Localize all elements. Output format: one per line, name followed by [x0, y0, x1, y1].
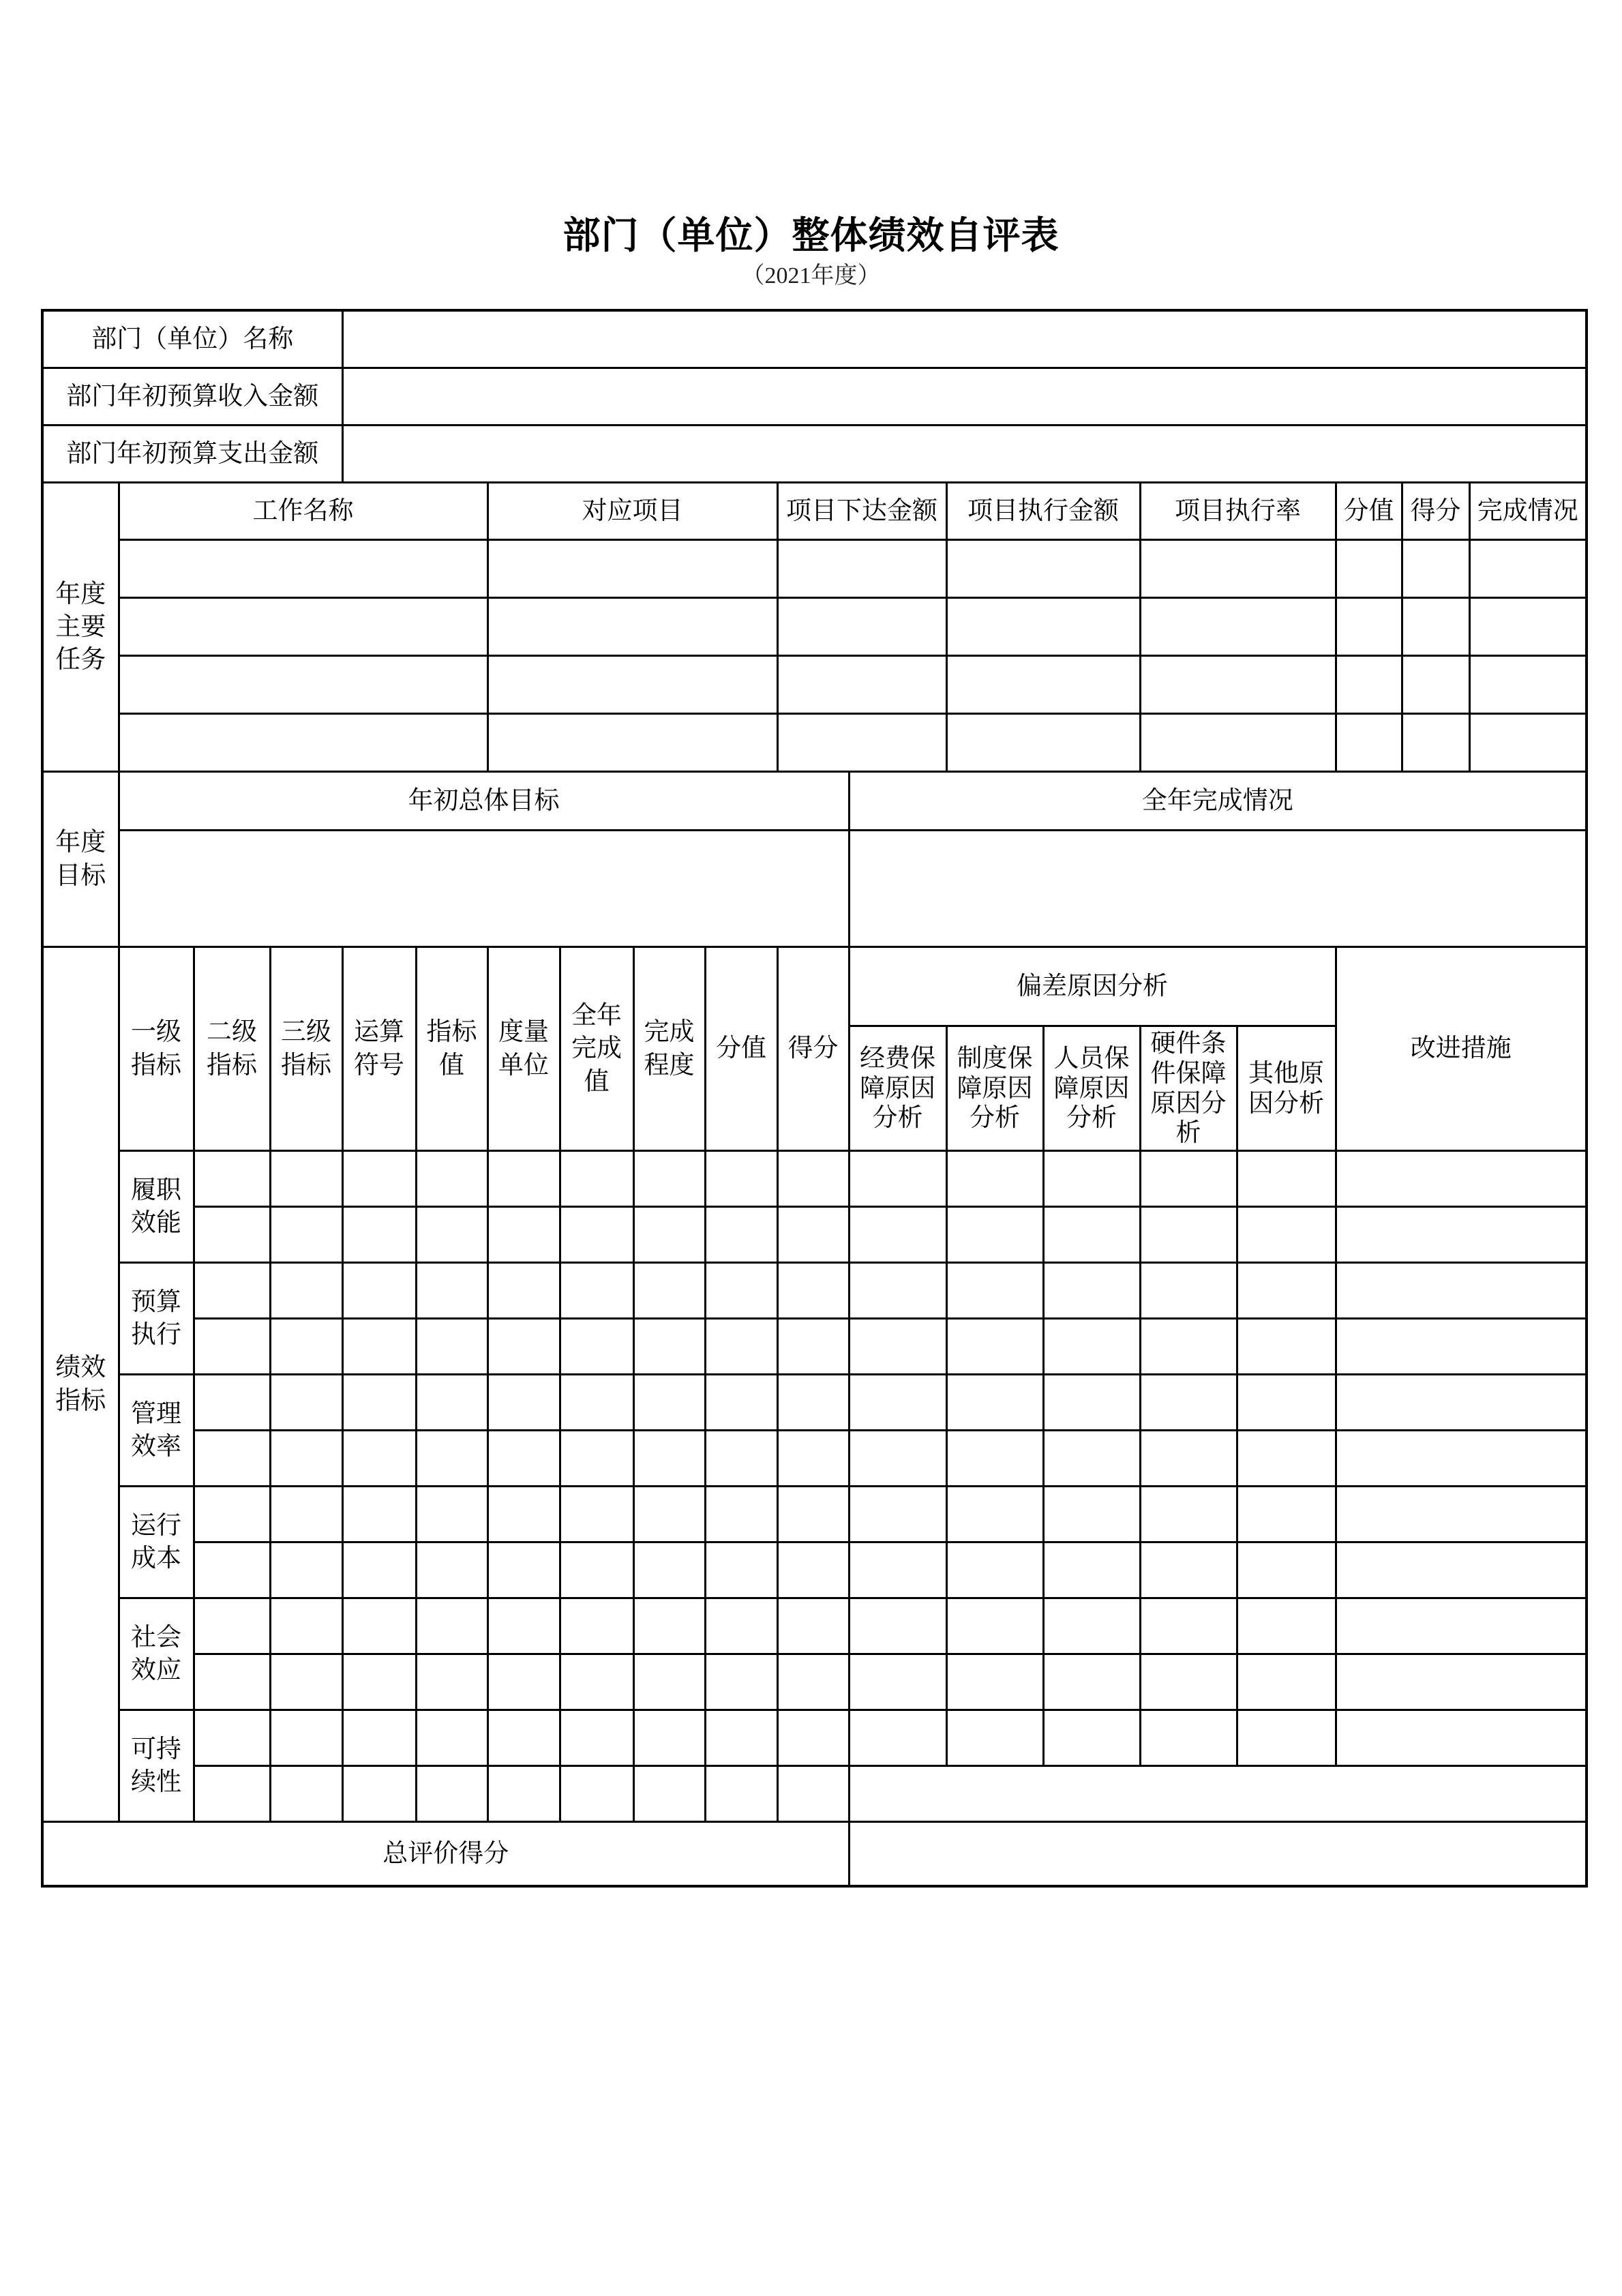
blank-cell: [1043, 1542, 1140, 1598]
blank-cell: [849, 1598, 946, 1654]
blank-cell: [342, 1430, 416, 1486]
tasks-header-row: [42, 482, 1587, 539]
blank-cell: [1402, 597, 1469, 655]
blank-cell: [560, 1598, 633, 1654]
blank-cell: [946, 713, 1140, 771]
blank-cell: [705, 1654, 777, 1710]
blank-cell: [633, 1262, 705, 1318]
blank-cell: [270, 1486, 342, 1542]
col-header-score-value: 分值: [705, 946, 777, 1150]
blank-cell: [946, 655, 1140, 713]
blank-cell: [1140, 1150, 1237, 1206]
blank-cell: [1140, 1710, 1237, 1765]
blank-cell: [849, 1486, 946, 1542]
blank-cell: [270, 1654, 342, 1710]
blank-cell: [777, 1710, 849, 1765]
indicator-row: [42, 1598, 1587, 1654]
col-header-execution-rate: 项目执行率: [1140, 482, 1336, 539]
blank-cell: [633, 1318, 705, 1374]
blank-cell: [946, 597, 1140, 655]
blank-cell: [119, 713, 487, 771]
blank-cell: [487, 1206, 560, 1262]
blank-cell: [342, 1710, 416, 1765]
col-header-annual-completion: 全年完成情况: [849, 771, 1587, 830]
blank-cell: [849, 1150, 946, 1206]
blank-cell: [1237, 1430, 1336, 1486]
blank-cell: [194, 1710, 270, 1765]
budget-income-label: 部门年初预算收入金额: [42, 368, 342, 425]
blank-cell: [270, 1542, 342, 1598]
blank-cell: [487, 1765, 560, 1821]
blank-cell: [849, 1542, 946, 1598]
blank-cell: [946, 1150, 1043, 1206]
task-row: [42, 655, 1587, 713]
blank-cell: [1237, 1542, 1336, 1598]
budget-expense-row: [42, 425, 1587, 482]
col-header-initial-goal: 年初总体目标: [119, 771, 849, 830]
blank-cell: [487, 1598, 560, 1654]
blank-cell: [416, 1318, 487, 1374]
blank-cell: [342, 1318, 416, 1374]
blank-cell: [777, 539, 946, 597]
blank-cell: [560, 1486, 633, 1542]
task-row: [42, 539, 1587, 597]
improvement-cell: [1336, 1206, 1587, 1262]
blank-cell: [1140, 1318, 1237, 1374]
blank-cell: [487, 713, 777, 771]
col-header-operator: 运算符号: [342, 946, 416, 1150]
blank-cell: [777, 1598, 849, 1654]
goals-body-row: [42, 830, 1587, 946]
blank-cell: [119, 539, 487, 597]
goals-header-row: [42, 771, 1587, 830]
blank-cell: [705, 1598, 777, 1654]
self-evaluation-table: [41, 309, 1588, 1888]
blank-cell: [849, 1262, 946, 1318]
blank-cell: [560, 1262, 633, 1318]
indicator-row: [42, 1486, 1587, 1542]
col-header-other-reason: 其他原因分析: [1237, 1026, 1336, 1150]
blank-cell: [1469, 655, 1587, 713]
blank-cell: [1336, 597, 1402, 655]
blank-cell: [487, 1150, 560, 1206]
blank-cell: [777, 1430, 849, 1486]
improvement-cell: [1336, 1150, 1587, 1206]
blank-cell: [1336, 539, 1402, 597]
blank-cell: [1140, 1486, 1237, 1542]
blank-cell: [1237, 1598, 1336, 1654]
blank-cell: [1140, 1430, 1237, 1486]
blank-cell: [1043, 1486, 1140, 1542]
merged-blank-cell: [849, 1765, 1587, 1821]
blank-cell: [1043, 1262, 1140, 1318]
blank-cell: [705, 1206, 777, 1262]
blank-cell: [1140, 597, 1336, 655]
col-header-unit: 度量单位: [487, 946, 560, 1150]
primary-indicator-label: 管理效率: [119, 1374, 194, 1486]
indicator-row: [42, 1765, 1587, 1821]
improvement-cell: [1336, 1374, 1587, 1430]
indicators-header-row: [42, 946, 1587, 1026]
blank-cell: [270, 1765, 342, 1821]
budget-expense-value: [342, 425, 1587, 482]
blank-cell: [487, 597, 777, 655]
blank-cell: [1043, 1206, 1140, 1262]
blank-cell: [1043, 1150, 1140, 1206]
blank-cell: [1402, 713, 1469, 771]
blank-cell: [194, 1765, 270, 1821]
blank-cell: [1469, 539, 1587, 597]
task-row: [42, 597, 1587, 655]
col-header-system-reason: 制度保障原因分析: [946, 1026, 1043, 1150]
blank-cell: [270, 1150, 342, 1206]
blank-cell: [416, 1486, 487, 1542]
blank-cell: [633, 1710, 705, 1765]
blank-cell: [777, 1765, 849, 1821]
blank-cell: [487, 1654, 560, 1710]
blank-cell: [560, 1654, 633, 1710]
blank-cell: [777, 1374, 849, 1430]
col-header-work-name: 工作名称: [119, 482, 487, 539]
improvement-cell: [1336, 1654, 1587, 1710]
blank-cell: [705, 1262, 777, 1318]
blank-cell: [342, 1598, 416, 1654]
blank-cell: [849, 1710, 946, 1765]
col-header-annual-actual: 全年完成值: [560, 946, 633, 1150]
blank-cell: [270, 1318, 342, 1374]
blank-cell: [946, 1262, 1043, 1318]
blank-cell: [1336, 713, 1402, 771]
blank-cell: [560, 1765, 633, 1821]
blank-cell: [1237, 1318, 1336, 1374]
blank-cell: [342, 1765, 416, 1821]
blank-cell: [487, 1430, 560, 1486]
blank-cell: [416, 1542, 487, 1598]
blank-cell: [487, 539, 777, 597]
blank-cell: [777, 713, 946, 771]
improvement-cell: [1336, 1262, 1587, 1318]
blank-cell: [560, 1374, 633, 1430]
blank-cell: [487, 655, 777, 713]
blank-cell: [119, 597, 487, 655]
indicator-row: [42, 1318, 1587, 1374]
col-header-completion-degree: 完成程度: [633, 946, 705, 1150]
blank-cell: [849, 1430, 946, 1486]
blank-cell: [777, 1654, 849, 1710]
blank-cell: [487, 1710, 560, 1765]
blank-cell: [487, 1262, 560, 1318]
col-header-personnel-reason: 人员保障原因分析: [1043, 1026, 1140, 1150]
col-header-improvement: 改进措施: [1336, 946, 1587, 1150]
blank-cell: [849, 830, 1587, 946]
blank-cell: [946, 1318, 1043, 1374]
blank-cell: [1043, 1710, 1140, 1765]
blank-cell: [119, 830, 849, 946]
primary-indicator-label: 运行成本: [119, 1486, 194, 1598]
blank-cell: [633, 1150, 705, 1206]
blank-cell: [194, 1206, 270, 1262]
blank-cell: [1237, 1654, 1336, 1710]
blank-cell: [270, 1206, 342, 1262]
performance-indicators-section-label: 绩效指标: [42, 946, 119, 1821]
blank-cell: [946, 1486, 1043, 1542]
blank-cell: [777, 1486, 849, 1542]
blank-cell: [705, 1765, 777, 1821]
blank-cell: [1336, 655, 1402, 713]
blank-cell: [633, 1542, 705, 1598]
blank-cell: [1140, 713, 1336, 771]
blank-cell: [194, 1598, 270, 1654]
blank-cell: [633, 1206, 705, 1262]
total-score-label: 总评价得分: [42, 1821, 849, 1886]
blank-cell: [194, 1542, 270, 1598]
improvement-cell: [1336, 1598, 1587, 1654]
col-header-deviation-analysis: 偏差原因分析: [849, 946, 1336, 1026]
improvement-cell: [1336, 1486, 1587, 1542]
blank-cell: [1140, 539, 1336, 597]
blank-cell: [705, 1318, 777, 1374]
blank-cell: [1043, 1598, 1140, 1654]
page-subtitle: （2021年度）: [741, 263, 881, 288]
blank-cell: [487, 1542, 560, 1598]
col-header-funding-reason: 经费保障原因分析: [849, 1026, 946, 1150]
blank-cell: [1140, 1206, 1237, 1262]
blank-cell: [946, 1598, 1043, 1654]
blank-cell: [1237, 1206, 1336, 1262]
blank-cell: [342, 1206, 416, 1262]
blank-cell: [633, 1765, 705, 1821]
blank-cell: [119, 655, 487, 713]
blank-cell: [342, 1374, 416, 1430]
blank-cell: [1140, 1542, 1237, 1598]
improvement-cell: [1336, 1318, 1587, 1374]
blank-cell: [946, 1542, 1043, 1598]
indicator-row: [42, 1262, 1587, 1318]
blank-cell: [1140, 1654, 1237, 1710]
improvement-cell: [1336, 1710, 1587, 1765]
blank-cell: [342, 1262, 416, 1318]
blank-cell: [777, 1206, 849, 1262]
blank-cell: [194, 1150, 270, 1206]
col-header-indicator-value: 指标值: [416, 946, 487, 1150]
total-score-value: [849, 1821, 1587, 1886]
blank-cell: [705, 1486, 777, 1542]
blank-cell: [633, 1430, 705, 1486]
indicator-row: [42, 1374, 1587, 1430]
blank-cell: [194, 1654, 270, 1710]
blank-cell: [416, 1654, 487, 1710]
blank-cell: [1237, 1486, 1336, 1542]
improvement-cell: [1336, 1430, 1587, 1486]
blank-cell: [849, 1374, 946, 1430]
blank-cell: [416, 1262, 487, 1318]
primary-indicator-label: 履职效能: [119, 1150, 194, 1262]
indicator-row: [42, 1710, 1587, 1765]
blank-cell: [777, 1262, 849, 1318]
blank-cell: [416, 1598, 487, 1654]
blank-cell: [1237, 1262, 1336, 1318]
blank-cell: [1237, 1710, 1336, 1765]
primary-indicator-label: 预算执行: [119, 1262, 194, 1374]
blank-cell: [946, 1374, 1043, 1430]
page-title: 部门（单位）整体绩效自评表: [562, 213, 1060, 257]
blank-cell: [705, 1374, 777, 1430]
blank-cell: [194, 1486, 270, 1542]
blank-cell: [1402, 655, 1469, 713]
blank-cell: [270, 1598, 342, 1654]
blank-cell: [777, 597, 946, 655]
blank-cell: [633, 1486, 705, 1542]
blank-cell: [777, 1542, 849, 1598]
improvement-cell: [1336, 1542, 1587, 1598]
col-header-completion: 完成情况: [1469, 482, 1587, 539]
unit-name-value: [342, 310, 1587, 368]
blank-cell: [1237, 1374, 1336, 1430]
budget-expense-label: 部门年初预算支出金额: [42, 425, 342, 482]
budget-income-row: [42, 368, 1587, 425]
blank-cell: [560, 1542, 633, 1598]
blank-cell: [194, 1318, 270, 1374]
blank-cell: [1140, 1262, 1237, 1318]
indicator-row: [42, 1206, 1587, 1262]
blank-cell: [270, 1430, 342, 1486]
blank-cell: [849, 1318, 946, 1374]
blank-cell: [777, 655, 946, 713]
blank-cell: [1043, 1318, 1140, 1374]
task-row: [42, 713, 1587, 771]
blank-cell: [487, 1374, 560, 1430]
indicator-row: [42, 1542, 1587, 1598]
annual-tasks-section-label: 年度主要任务: [42, 482, 119, 771]
blank-cell: [633, 1654, 705, 1710]
indicator-row: [42, 1150, 1587, 1206]
unit-name-label: 部门（单位）名称: [42, 310, 342, 368]
col-header-score: 得分: [777, 946, 849, 1150]
col-header-secondary-indicator: 二级指标: [194, 946, 270, 1150]
unit-name-row: [42, 310, 1587, 368]
col-header-allocated-amount: 项目下达金额: [777, 482, 946, 539]
blank-cell: [705, 1710, 777, 1765]
blank-cell: [705, 1430, 777, 1486]
primary-indicator-label: 社会效应: [119, 1598, 194, 1710]
annual-goals-section-label: 年度目标: [42, 771, 119, 946]
primary-indicator-label: 可持续性: [119, 1710, 194, 1821]
blank-cell: [416, 1206, 487, 1262]
blank-cell: [416, 1150, 487, 1206]
blank-cell: [487, 1486, 560, 1542]
blank-cell: [946, 1654, 1043, 1710]
col-header-primary-indicator: 一级指标: [119, 946, 194, 1150]
blank-cell: [194, 1374, 270, 1430]
blank-cell: [849, 1206, 946, 1262]
blank-cell: [705, 1542, 777, 1598]
blank-cell: [270, 1374, 342, 1430]
indicator-row: [42, 1654, 1587, 1710]
blank-cell: [560, 1318, 633, 1374]
blank-cell: [777, 1318, 849, 1374]
blank-cell: [416, 1765, 487, 1821]
total-score-row: [42, 1821, 1587, 1886]
blank-cell: [1469, 713, 1587, 771]
indicator-row: [42, 1430, 1587, 1486]
blank-cell: [1237, 1150, 1336, 1206]
blank-cell: [1043, 1654, 1140, 1710]
blank-cell: [946, 1710, 1043, 1765]
col-header-tertiary-indicator: 三级指标: [270, 946, 342, 1150]
blank-cell: [1043, 1374, 1140, 1430]
blank-cell: [342, 1542, 416, 1598]
blank-cell: [194, 1430, 270, 1486]
blank-cell: [1043, 1430, 1140, 1486]
blank-cell: [946, 539, 1140, 597]
blank-cell: [416, 1374, 487, 1430]
blank-cell: [1140, 1374, 1237, 1430]
blank-cell: [1402, 539, 1469, 597]
blank-cell: [946, 1430, 1043, 1486]
blank-cell: [1140, 655, 1336, 713]
blank-cell: [487, 1318, 560, 1374]
blank-cell: [560, 1430, 633, 1486]
blank-cell: [270, 1262, 342, 1318]
col-header-hardware-reason: 硬件条件保障原因分析: [1140, 1026, 1237, 1150]
blank-cell: [416, 1430, 487, 1486]
blank-cell: [946, 1206, 1043, 1262]
blank-cell: [270, 1710, 342, 1765]
blank-cell: [633, 1598, 705, 1654]
blank-cell: [416, 1710, 487, 1765]
blank-cell: [633, 1374, 705, 1430]
blank-cell: [560, 1150, 633, 1206]
blank-cell: [560, 1710, 633, 1765]
blank-cell: [849, 1654, 946, 1710]
blank-cell: [1469, 597, 1587, 655]
blank-cell: [342, 1486, 416, 1542]
blank-cell: [777, 1150, 849, 1206]
col-header-score: 得分: [1402, 482, 1469, 539]
blank-cell: [1140, 1598, 1237, 1654]
col-header-score-value: 分值: [1336, 482, 1402, 539]
blank-cell: [560, 1206, 633, 1262]
blank-cell: [342, 1150, 416, 1206]
blank-cell: [342, 1654, 416, 1710]
blank-cell: [194, 1262, 270, 1318]
budget-income-value: [342, 368, 1587, 425]
col-header-executed-amount: 项目执行金额: [946, 482, 1140, 539]
blank-cell: [705, 1150, 777, 1206]
col-header-project: 对应项目: [487, 482, 777, 539]
